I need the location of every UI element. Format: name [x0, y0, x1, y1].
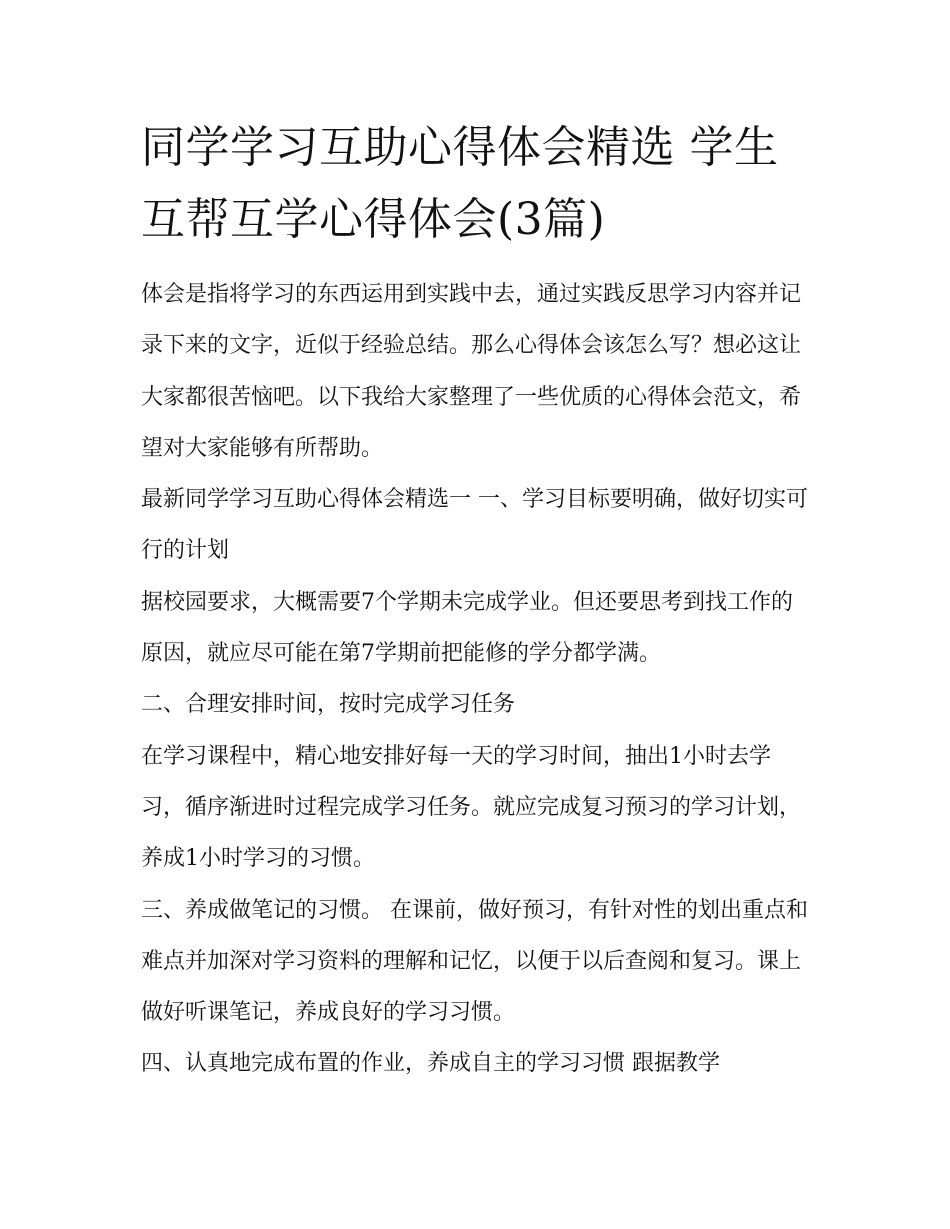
section-two-heading: 二、合理安排时间，按时完成学习任务 — [141, 692, 516, 718]
section-one-heading: 最新同学学习互助心得体会精选一 一、学习目标要明确，做好切实可行的计划 — [141, 487, 808, 564]
document-title: 同学学习互助心得体会精选 学生互帮互学心得体会(3篇) — [141, 122, 779, 245]
section-two-paragraph: 在学习课程中，精心地安排好每一天的学习时间，抽出1小时去学习，循序渐进时过程完成学习任务。就应完成复习预习的学习计划，养成1小时学习的习惯。 — [141, 743, 802, 872]
intro-paragraph: 体会是指将学习的东西运用到实践中去，通过实践反思学习内容并记录下来的文字，近似于经验总结。那么心得体会该怎么写？想必这让大家都很苦恼吧。以下我给大家整理了一些优质的心得体会范文，希望对大家能够有所帮助。 — [141, 282, 802, 461]
section-three-paragraph: 三、养成做笔记的习惯。 在课前，做好预习，有针对性的划出重点和难点并加深对学习资料的理解和记忆，以便于以后查阅和复习。课上做好听课笔记，养成良好的学习习惯。 — [141, 897, 808, 1026]
section-four-paragraph: 四、认真地完成布置的作业，养成自主的学习习惯 跟据教学 — [141, 1051, 720, 1077]
section-one-paragraph: 据校园要求，大概需要7个学期未完成学业。但还要思考到找工作的原因，就应尽可能在第7学期前把能修的学分都学满。 — [141, 589, 793, 667]
document-body — [141, 112, 813, 1090]
